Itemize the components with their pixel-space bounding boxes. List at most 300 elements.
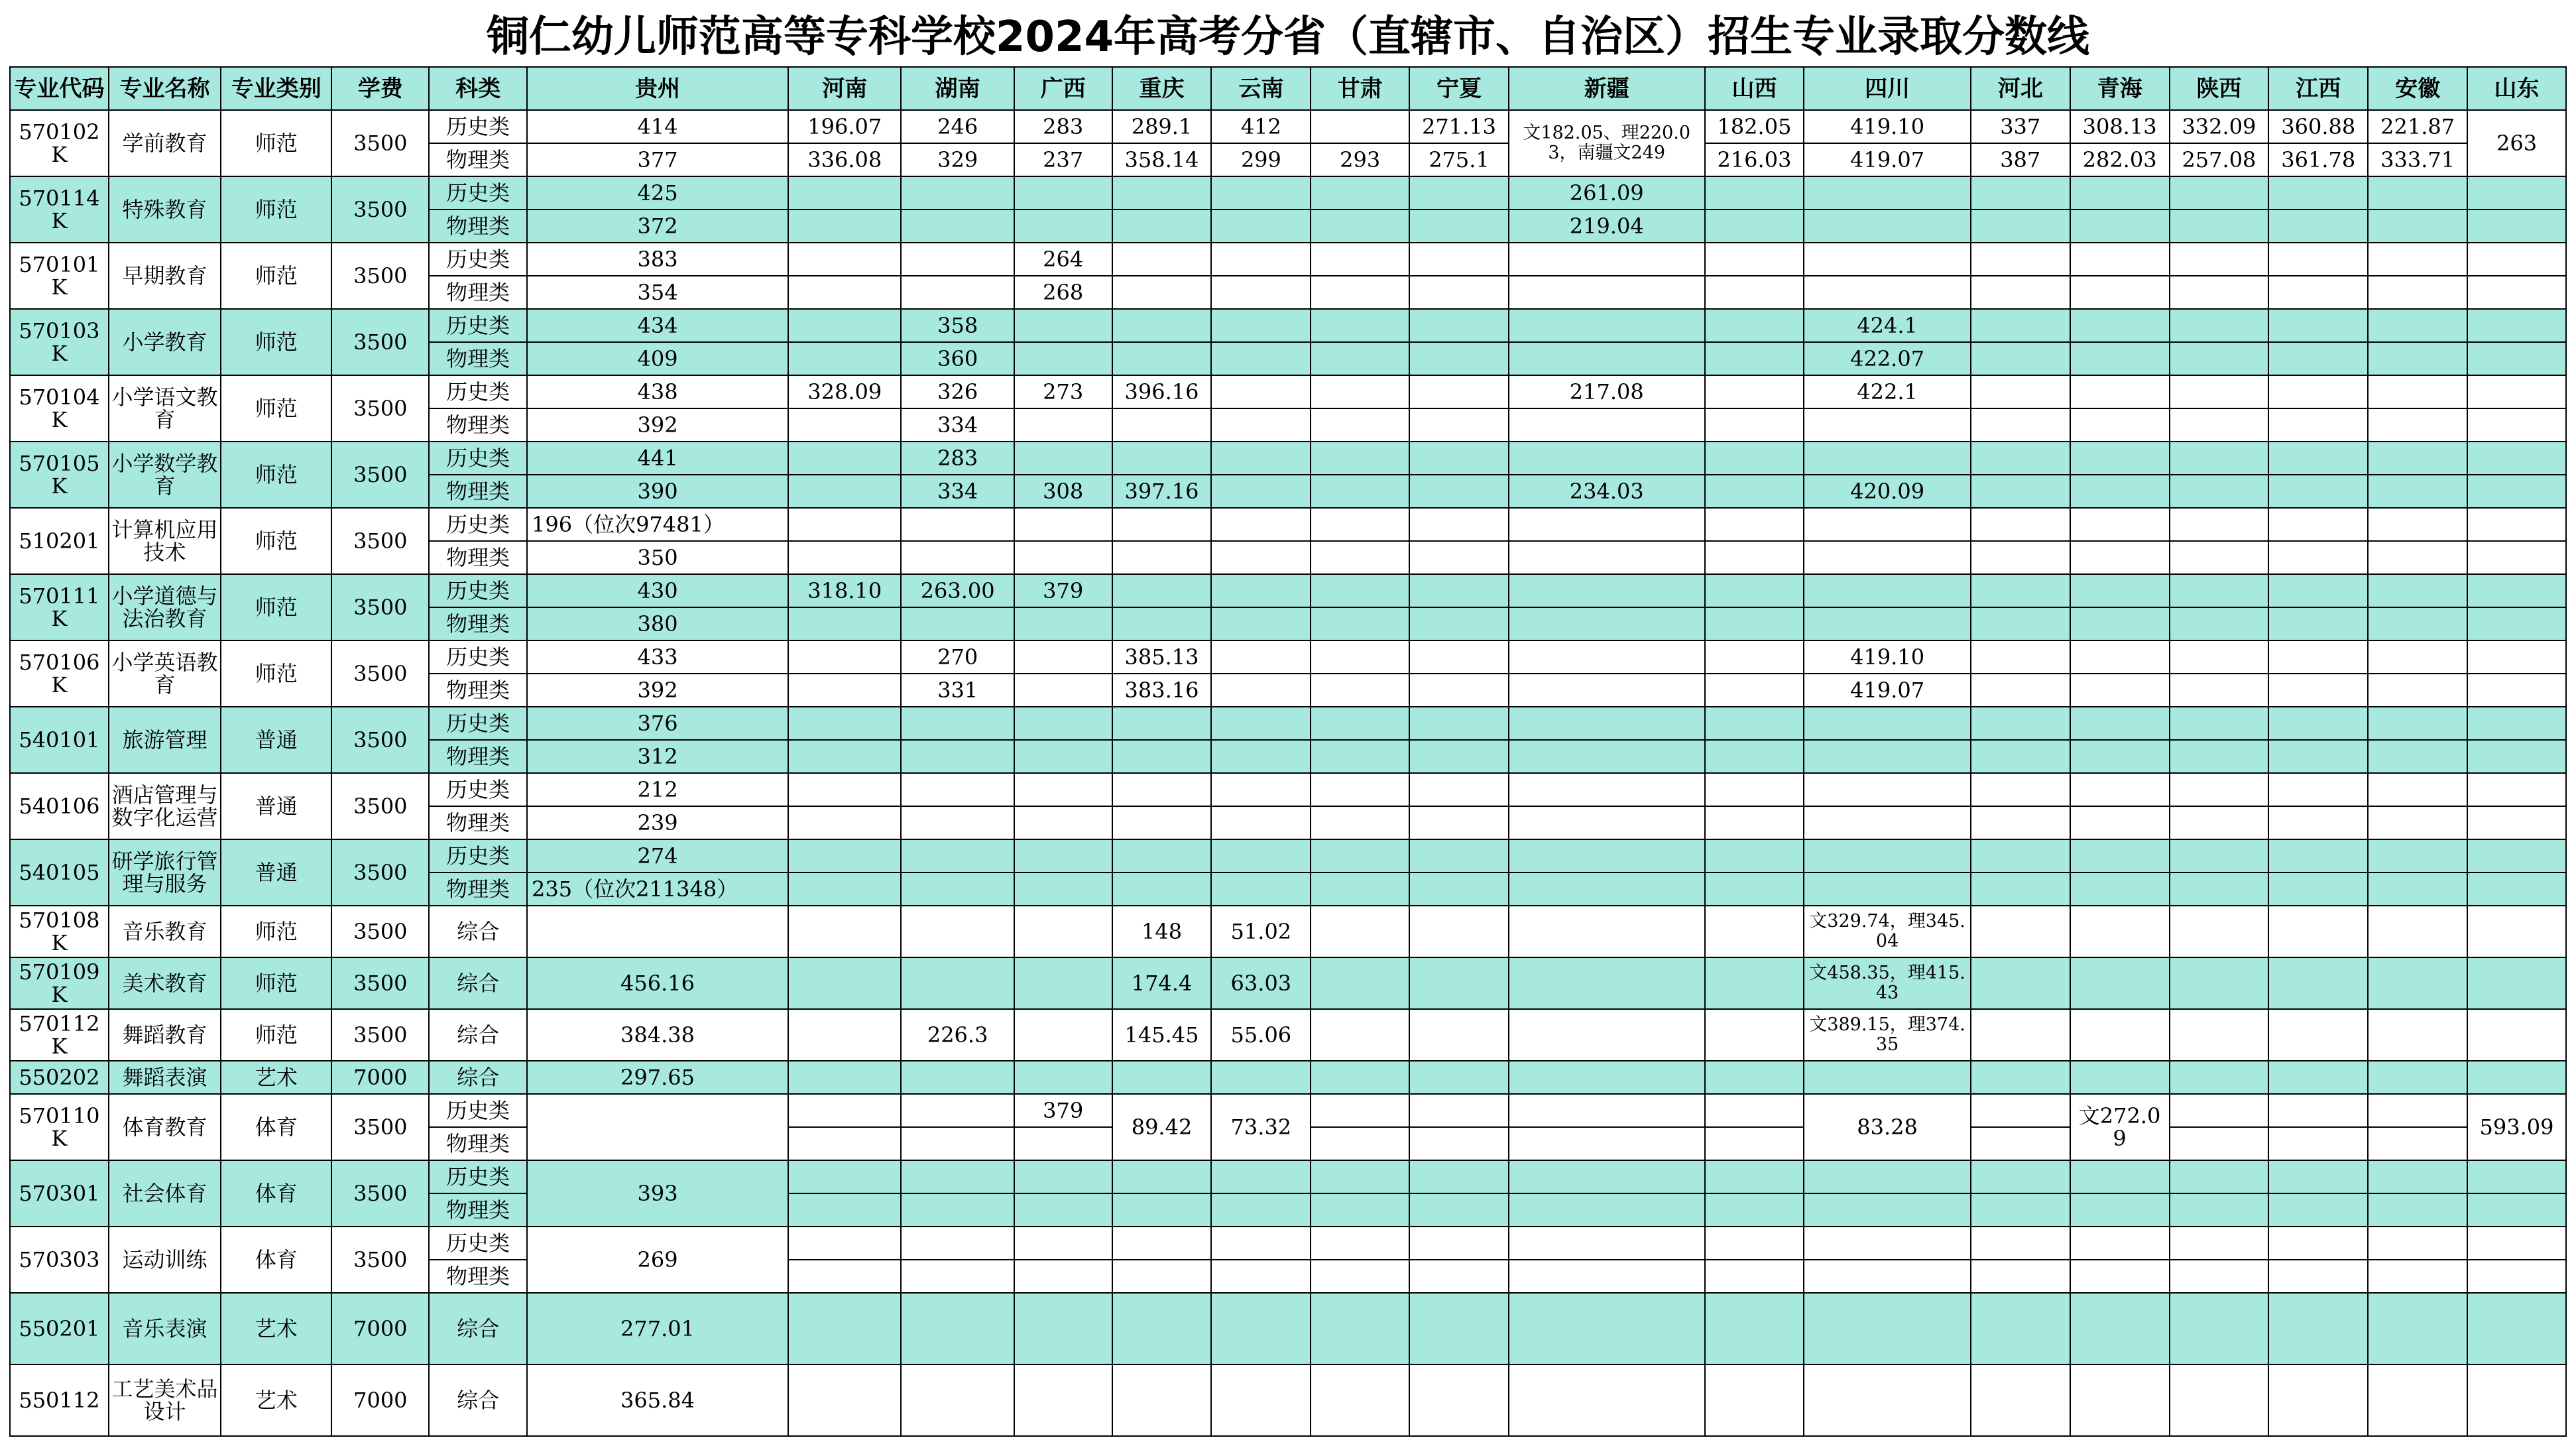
major-type: 师范 [221,110,331,176]
score-cell [2368,839,2467,873]
table-cell [2170,1260,2269,1293]
subject-label: 物理类 [429,408,527,442]
major-type: 师范 [221,906,331,957]
column-header: 贵州 [527,67,788,110]
major-name: 早期教育 [109,243,221,309]
score-cell [1705,707,1804,740]
score-cell: 263 [2467,110,2566,176]
score-cell [1705,210,1804,243]
table-cell [1409,1193,1509,1227]
major-type: 师范 [221,574,331,640]
score-cell [1971,508,2070,541]
score-cell [901,176,1014,210]
table-cell [1311,1193,1409,1227]
score-cell [1409,508,1509,541]
score-cell [2070,508,2170,541]
score-cell [1509,574,1705,607]
score-cell [1409,806,1509,839]
score-cell [2170,740,2269,773]
table-cell [1311,1227,1409,1260]
table-cell [527,1094,788,1160]
score-cell [2268,839,2368,873]
table-cell [2070,1260,2170,1293]
table-cell [1409,1094,1509,1127]
tuition: 3500 [331,957,429,1009]
score-cell [1014,1009,1112,1061]
score-cell [1409,475,1509,508]
major-code: 570102K [10,110,109,176]
score-cell [788,773,901,806]
score-cell [2170,873,2269,906]
score-cell: 文182.05、理220.03，南疆文249 [1509,110,1705,176]
score-cell [1971,674,2070,707]
major-name: 小学教育 [109,309,221,375]
table-cell [1804,1227,1970,1260]
score-cell [2170,806,2269,839]
score-cell [2368,740,2467,773]
score-cell [1971,906,2070,957]
score-cell [2268,1009,2368,1061]
score-cell [1509,1061,1705,1094]
table-cell [2467,475,2566,508]
score-cell [1971,1061,2070,1094]
score-cell: 419.07 [1804,674,1970,707]
score-cell [2268,1061,2368,1094]
score-cell [1311,1061,1409,1094]
score-cell: 456.16 [527,957,788,1009]
score-cell: 379 [1014,574,1112,607]
score-cell [1311,508,1409,541]
subject-label: 历史类 [429,839,527,873]
column-header: 新疆 [1509,67,1705,110]
score-cell: 263.00 [901,574,1014,607]
score-cell [1409,176,1509,210]
score-cell [1804,243,1970,276]
subject-label: 综合 [429,957,527,1009]
score-cell [2170,508,2269,541]
score-cell [1971,375,2070,408]
table-cell [1509,1227,1705,1260]
score-cell [1971,873,2070,906]
score-cell [1705,176,1804,210]
score-cell [788,408,901,442]
score-cell [1509,773,1705,806]
score-cell [2170,541,2269,574]
table-cell [1804,1260,1970,1293]
column-header: 学费 [331,67,429,110]
table-cell [901,1094,1014,1127]
score-cell [1409,839,1509,873]
score-cell: 文458.35，理415.43 [1804,957,1970,1009]
major-type: 师范 [221,1009,331,1061]
table-cell [1409,1260,1509,1293]
score-cell [1112,574,1212,607]
score-cell [788,176,901,210]
score-cell [2170,176,2269,210]
tuition: 3500 [331,906,429,957]
score-cell [1509,607,1705,640]
score-cell [901,957,1014,1009]
table-cell [788,1094,901,1127]
score-cell: 237 [1014,143,1112,176]
table-cell [2467,1293,2566,1364]
score-cell [1311,906,1409,957]
score-cell [1311,442,1409,475]
subject-label: 物理类 [429,607,527,640]
score-cell [1705,1061,1804,1094]
score-cell [1509,906,1705,957]
score-cell [1804,541,1970,574]
table-cell [2368,1293,2467,1364]
table-cell [2368,1364,2467,1436]
score-cell [1804,574,1970,607]
score-cell [1509,640,1705,674]
score-cell [1311,873,1409,906]
score-cell [2368,276,2467,309]
table-cell [2368,1260,2467,1293]
score-cell [1804,806,1970,839]
table-row [10,1364,2566,1436]
score-cell: 308 [1014,475,1112,508]
score-cell [2170,210,2269,243]
score-cell [1112,210,1212,243]
score-cell: 328.09 [788,375,901,408]
score-cell: 377 [527,143,788,176]
table-cell [1112,1227,1212,1260]
score-cell: 257.08 [2170,143,2269,176]
score-cell [901,740,1014,773]
score-cell [1804,1061,1970,1094]
column-header: 宁夏 [1409,67,1509,110]
table-cell [2467,806,2566,839]
table-cell [1705,1293,1804,1364]
table-cell [1705,1260,1804,1293]
major-code: 550201 [10,1293,109,1364]
score-cell [1014,873,1112,906]
score-cell [1705,541,1804,574]
table-cell [1409,1293,1509,1364]
score-cell [2170,243,2269,276]
score-cell [1705,957,1804,1009]
table-row [10,839,2566,873]
score-cell [1409,1009,1509,1061]
major-type: 师范 [221,309,331,375]
tuition: 3500 [331,442,429,508]
score-cell [1211,210,1311,243]
score-cell [2070,640,2170,674]
score-cell [1705,640,1804,674]
score-cell: 299 [1211,143,1311,176]
score-cell [2268,707,2368,740]
major-code: 570112K [10,1009,109,1061]
table-cell [1804,1293,1970,1364]
score-cell [1705,276,1804,309]
score-cell [1971,475,2070,508]
score-cell: 392 [527,674,788,707]
tuition: 3500 [331,1009,429,1061]
table-row [10,375,2566,408]
score-cell [901,276,1014,309]
score-cell [1014,957,1112,1009]
score-cell [1509,806,1705,839]
subject-label: 历史类 [429,574,527,607]
score-cell [2268,309,2368,342]
score-cell [901,707,1014,740]
subject-label: 物理类 [429,1193,527,1227]
subject-label: 物理类 [429,210,527,243]
subject-label: 历史类 [429,442,527,475]
table-cell [1705,1193,1804,1227]
score-cell [2070,707,2170,740]
score-cell: 424.1 [1804,309,1970,342]
score-cell: 390 [527,475,788,508]
major-type: 体育 [221,1227,331,1293]
score-cell: 196.07 [788,110,901,143]
major-type: 师范 [221,957,331,1009]
score-cell [2268,906,2368,957]
tuition: 3500 [331,110,429,176]
score-cell: 63.03 [1211,957,1311,1009]
score-cell [788,839,901,873]
score-cell [1211,806,1311,839]
major-code: 570110K [10,1094,109,1160]
score-cell: 379 [1014,1094,1112,1127]
score-cell [2368,475,2467,508]
table-cell [2268,1160,2368,1193]
table-cell [1705,1127,1804,1160]
score-cell: 358.14 [1112,143,1212,176]
score-cell: 412 [1211,110,1311,143]
score-cell [1705,342,1804,375]
score-cell: 365.84 [527,1364,788,1436]
table-cell [1211,1160,1311,1193]
score-cell [2368,176,2467,210]
score-cell [1211,309,1311,342]
table-cell [1409,1160,1509,1193]
score-cell [1971,243,2070,276]
score-cell [1705,873,1804,906]
table-cell [1705,1227,1804,1260]
score-cell [2368,1061,2467,1094]
score-cell: 383 [527,243,788,276]
score-cell [1311,276,1409,309]
subject-label: 历史类 [429,508,527,541]
score-cell [788,640,901,674]
column-header: 重庆 [1112,67,1212,110]
table-cell [788,1160,901,1193]
column-header: 广西 [1014,67,1112,110]
score-cell: 235（位次211348） [527,873,788,906]
subject-label: 历史类 [429,640,527,674]
score-cell [1705,740,1804,773]
table-cell [1509,1364,1705,1436]
score-cell [2368,607,2467,640]
major-type: 体育 [221,1160,331,1227]
tuition: 3500 [331,243,429,309]
score-cell [788,674,901,707]
table-cell [2467,375,2566,408]
table-row [10,640,2566,674]
score-cell [1014,408,1112,442]
score-cell [901,773,1014,806]
table-cell [2070,1227,2170,1260]
table-cell [1705,1094,1804,1127]
score-cell [1705,839,1804,873]
score-cell [1971,276,2070,309]
score-cell [788,508,901,541]
score-cell [2070,243,2170,276]
header-row [10,67,2566,110]
score-cell: 361.78 [2268,143,2368,176]
table-cell [901,1293,1014,1364]
table-cell [901,1160,1014,1193]
score-cell [1804,740,1970,773]
score-cell [1409,1061,1509,1094]
major-code: 570301 [10,1160,109,1227]
score-cell [2170,957,2269,1009]
score-cell [1409,740,1509,773]
score-cell [1014,707,1112,740]
table-row [10,176,2566,210]
score-cell: 419.10 [1804,110,1970,143]
tuition: 3500 [331,707,429,773]
table-cell [901,1227,1014,1260]
score-cell [1705,773,1804,806]
score-cell: 文329.74，理345.04 [1804,906,1970,957]
score-cell: 354 [527,276,788,309]
column-header: 云南 [1211,67,1311,110]
score-cell: 318.10 [788,574,901,607]
score-cell [1014,176,1112,210]
score-cell: 212 [527,773,788,806]
major-name: 社会体育 [109,1160,221,1227]
score-cell [1509,342,1705,375]
score-cell [2268,375,2368,408]
tuition: 3500 [331,1094,429,1160]
major-code: 570101K [10,243,109,309]
score-cell: 174.4 [1112,957,1212,1009]
table-cell [1971,1260,2070,1293]
score-cell [1509,957,1705,1009]
table-cell [2467,839,2566,873]
score-cell [2070,607,2170,640]
score-cell [2368,541,2467,574]
score-cell [2070,309,2170,342]
score-cell [1971,541,2070,574]
score-cell [1971,707,2070,740]
table-cell [1971,1094,2070,1127]
table-cell [2170,1227,2269,1260]
score-cell [1112,707,1212,740]
column-header: 山东 [2467,67,2566,110]
table-cell [2268,1260,2368,1293]
score-cell [2170,1009,2269,1061]
score-cell: 329 [901,143,1014,176]
score-cell [1409,210,1509,243]
tuition: 3500 [331,176,429,243]
table-cell [1971,1227,2070,1260]
score-cell [1409,243,1509,276]
score-cell [1509,442,1705,475]
score-cell [1705,1009,1804,1061]
table-row [10,243,2566,276]
score-cell [1971,342,2070,375]
subject-label: 历史类 [429,707,527,740]
score-cell [1705,243,1804,276]
score-cell [1311,839,1409,873]
table-cell [1014,1364,1112,1436]
score-cell: 336.08 [788,143,901,176]
score-cell: 216.03 [1705,143,1804,176]
table-cell [1014,1260,1112,1293]
table-row [10,906,2566,957]
score-cell [1311,110,1409,143]
score-cell [1311,707,1409,740]
score-cell [1014,640,1112,674]
score-cell [1705,674,1804,707]
score-cell: 419.10 [1804,640,1970,674]
score-cell [901,243,1014,276]
table-cell [2467,574,2566,607]
score-cell: 277.01 [527,1293,788,1364]
major-type: 师范 [221,640,331,707]
score-cell: 226.3 [901,1009,1014,1061]
score-cell [1211,375,1311,408]
score-cell [2368,309,2467,342]
score-cell: 385.13 [1112,640,1212,674]
score-cell [1112,839,1212,873]
score-cell [2368,640,2467,674]
score-cell: 283 [1014,110,1112,143]
score-cell [2070,839,2170,873]
score-cell [2368,773,2467,806]
score-cell [1804,176,1970,210]
table-cell [1409,1227,1509,1260]
score-cell [1409,375,1509,408]
table-cell [1014,1293,1112,1364]
tuition: 3500 [331,1160,429,1227]
score-cell [2268,541,2368,574]
table-row [10,574,2566,607]
score-cell [1112,276,1212,309]
table-cell [788,1127,901,1160]
score-cell [1014,740,1112,773]
tuition: 3500 [331,839,429,906]
score-cell [2268,243,2368,276]
table-cell [1804,1364,1970,1436]
table-row [10,1293,2566,1364]
page-title: 铜仁幼儿师范高等专科学校2024年高考分省（直辖市、自治区）招生专业录取分数线 [486,13,2090,62]
score-cell [788,806,901,839]
major-name: 体育教育 [109,1094,221,1160]
subject-label: 历史类 [429,1227,527,1260]
score-cell [2170,906,2269,957]
score-cell [2070,906,2170,957]
table-cell [2467,674,2566,707]
score-cell [1112,342,1212,375]
score-cell [2268,806,2368,839]
score-cell [1971,309,2070,342]
score-cell [2368,806,2467,839]
score-cell [2467,1061,2566,1094]
admission-score-table [9,66,2567,1437]
table-cell [901,1260,1014,1293]
major-code: 570103K [10,309,109,375]
score-cell [2368,574,2467,607]
table-cell [1705,1160,1804,1193]
score-cell: 350 [527,541,788,574]
score-cell [1705,607,1804,640]
